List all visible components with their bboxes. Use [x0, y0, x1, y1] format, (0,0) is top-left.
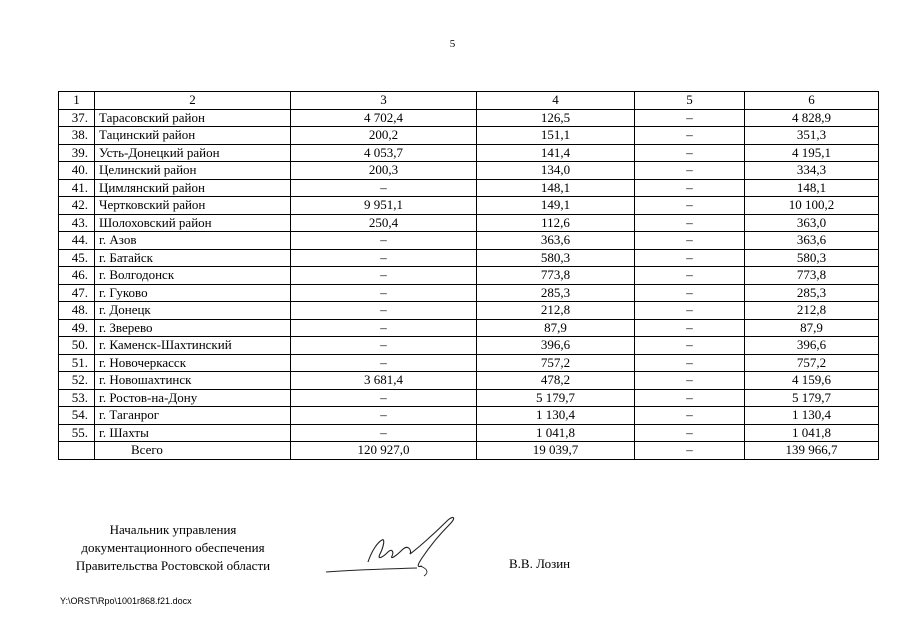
value-cell-col4: 149,1 — [477, 197, 635, 215]
file-path: Y:\ORST\Rpo\1001r868.f21.docx — [60, 596, 192, 606]
table-row — [59, 372, 879, 390]
district-name-cell: Тарасовский район — [95, 109, 291, 127]
row-number-cell: 47. — [59, 284, 95, 302]
table-row — [59, 109, 879, 127]
district-name-cell: Шолоховский район — [95, 214, 291, 232]
value-cell-col3: 4 702,4 — [291, 109, 477, 127]
value-cell-col4: 285,3 — [477, 284, 635, 302]
value-cell-col6: 773,8 — [745, 267, 879, 285]
table-row — [59, 284, 879, 302]
value-cell-col6: 363,6 — [745, 232, 879, 250]
value-cell-col4: 148,1 — [477, 179, 635, 197]
value-cell-col4: 757,2 — [477, 354, 635, 372]
district-name-cell: г. Таганрог — [95, 407, 291, 425]
value-cell-col5: – — [635, 267, 745, 285]
district-name-cell: г. Гуково — [95, 284, 291, 302]
value-cell-col6: 363,0 — [745, 214, 879, 232]
header-cell: 4 — [477, 92, 635, 110]
row-number-cell — [59, 442, 95, 460]
signer-title-line: документационного обеспечения — [81, 540, 265, 555]
table-row — [59, 232, 879, 250]
value-cell-col6: 4 828,9 — [745, 109, 879, 127]
district-name-cell: г. Батайск — [95, 249, 291, 267]
table-row — [59, 319, 879, 337]
value-cell-col5: – — [635, 372, 745, 390]
value-cell-col5: – — [635, 249, 745, 267]
table-row — [59, 249, 879, 267]
table-row — [59, 302, 879, 320]
row-number-cell: 54. — [59, 407, 95, 425]
header-cell: 3 — [291, 92, 477, 110]
value-cell-col3: 4 053,7 — [291, 144, 477, 162]
table-row — [59, 389, 879, 407]
row-number-cell: 49. — [59, 319, 95, 337]
value-cell-col3: – — [291, 389, 477, 407]
table-row — [59, 214, 879, 232]
value-cell-col4: 151,1 — [477, 127, 635, 145]
table-row — [59, 144, 879, 162]
row-number-cell: 44. — [59, 232, 95, 250]
value-cell-col4: 363,6 — [477, 232, 635, 250]
table-row — [59, 197, 879, 215]
value-cell-col5: – — [635, 162, 745, 180]
district-name-cell: г. Новошахтинск — [95, 372, 291, 390]
district-name-cell: г. Шахты — [95, 424, 291, 442]
value-cell-col4: 112,6 — [477, 214, 635, 232]
value-cell-col6: 10 100,2 — [745, 197, 879, 215]
value-cell-col5: – — [635, 389, 745, 407]
row-number-cell: 45. — [59, 249, 95, 267]
value-cell-col6: 4 195,1 — [745, 144, 879, 162]
district-name-cell: Усть-Донецкий район — [95, 144, 291, 162]
handwritten-signature — [322, 512, 472, 582]
value-cell-col4: 1 130,4 — [477, 407, 635, 425]
value-cell-col4: 1 041,8 — [477, 424, 635, 442]
row-number-cell: 38. — [59, 127, 95, 145]
table-header-row — [59, 92, 879, 110]
district-name-cell: г. Ростов-на-Дону — [95, 389, 291, 407]
value-cell-col3: – — [291, 424, 477, 442]
value-cell-col3: – — [291, 354, 477, 372]
table-row — [59, 127, 879, 145]
value-cell-col3: 9 951,1 — [291, 197, 477, 215]
value-cell-col5: – — [635, 284, 745, 302]
district-name-cell: Чертковский район — [95, 197, 291, 215]
district-name-cell: Тацинский район — [95, 127, 291, 145]
value-cell-col5: – — [635, 179, 745, 197]
value-cell-col6: 139 966,7 — [745, 442, 879, 460]
district-name-cell: г. Волгодонск — [95, 267, 291, 285]
table-row — [59, 162, 879, 180]
value-cell-col6: 580,3 — [745, 249, 879, 267]
value-cell-col3: 3 681,4 — [291, 372, 477, 390]
value-cell-col4: 87,9 — [477, 319, 635, 337]
value-cell-col5: – — [635, 407, 745, 425]
value-cell-col5: – — [635, 214, 745, 232]
value-cell-col3: – — [291, 407, 477, 425]
value-cell-col3: – — [291, 232, 477, 250]
value-cell-col3: – — [291, 337, 477, 355]
row-number-cell: 39. — [59, 144, 95, 162]
page-number: 5 — [449, 38, 456, 50]
table-total-row — [59, 442, 879, 460]
value-cell-col5: – — [635, 337, 745, 355]
header-cell: 5 — [635, 92, 745, 110]
value-cell-col5: – — [635, 354, 745, 372]
district-name-cell: г. Зверево — [95, 319, 291, 337]
row-number-cell: 42. — [59, 197, 95, 215]
value-cell-col5: – — [635, 109, 745, 127]
value-cell-col6: 334,3 — [745, 162, 879, 180]
data-table — [58, 91, 879, 460]
value-cell-col5: – — [635, 144, 745, 162]
value-cell-col4: 478,2 — [477, 372, 635, 390]
value-cell-col6: 4 159,6 — [745, 372, 879, 390]
value-cell-col3: – — [291, 267, 477, 285]
row-number-cell: 40. — [59, 162, 95, 180]
district-name-cell: Цимлянский район — [95, 179, 291, 197]
value-cell-col6: 148,1 — [745, 179, 879, 197]
signer-name: В.В. Лозин — [509, 556, 571, 571]
district-name-cell: Целинский район — [95, 162, 291, 180]
row-number-cell: 51. — [59, 354, 95, 372]
row-number-cell: 46. — [59, 267, 95, 285]
value-cell-col6: 1 041,8 — [745, 424, 879, 442]
value-cell-col5: – — [635, 442, 745, 460]
table-row — [59, 424, 879, 442]
value-cell-col6: 87,9 — [745, 319, 879, 337]
value-cell-col5: – — [635, 319, 745, 337]
value-cell-col6: 351,3 — [745, 127, 879, 145]
header-cell: 1 — [59, 92, 95, 110]
value-cell-col5: – — [635, 127, 745, 145]
value-cell-col5: – — [635, 424, 745, 442]
value-cell-col6: 212,8 — [745, 302, 879, 320]
table-row — [59, 407, 879, 425]
value-cell-col3: – — [291, 249, 477, 267]
row-number-cell: 53. — [59, 389, 95, 407]
row-number-cell: 52. — [59, 372, 95, 390]
value-cell-col3: – — [291, 302, 477, 320]
row-number-cell: 48. — [59, 302, 95, 320]
value-cell-col4: 212,8 — [477, 302, 635, 320]
value-cell-col6: 5 179,7 — [745, 389, 879, 407]
value-cell-col5: – — [635, 302, 745, 320]
table-row — [59, 337, 879, 355]
header-cell: 6 — [745, 92, 879, 110]
value-cell-col3: 200,3 — [291, 162, 477, 180]
district-name-cell: г. Донецк — [95, 302, 291, 320]
value-cell-col4: 773,8 — [477, 267, 635, 285]
table-row — [59, 354, 879, 372]
district-name-cell: г. Азов — [95, 232, 291, 250]
row-number-cell: 50. — [59, 337, 95, 355]
value-cell-col4: 126,5 — [477, 109, 635, 127]
table-row — [59, 179, 879, 197]
value-cell-col3: – — [291, 284, 477, 302]
value-cell-col3: 200,2 — [291, 127, 477, 145]
value-cell-col6: 1 130,4 — [745, 407, 879, 425]
value-cell-col3: 250,4 — [291, 214, 477, 232]
value-cell-col4: 19 039,7 — [477, 442, 635, 460]
value-cell-col3: – — [291, 179, 477, 197]
value-cell-col4: 396,6 — [477, 337, 635, 355]
value-cell-col3: – — [291, 319, 477, 337]
row-number-cell: 55. — [59, 424, 95, 442]
value-cell-col3: 120 927,0 — [291, 442, 477, 460]
district-name-cell: Всего — [95, 442, 291, 460]
row-number-cell: 43. — [59, 214, 95, 232]
value-cell-col4: 134,0 — [477, 162, 635, 180]
value-cell-col6: 285,3 — [745, 284, 879, 302]
table-body — [59, 92, 879, 460]
value-cell-col6: 396,6 — [745, 337, 879, 355]
signer-title-line: Начальник управления — [109, 522, 237, 537]
value-cell-col5: – — [635, 232, 745, 250]
value-cell-col4: 5 179,7 — [477, 389, 635, 407]
district-name-cell: г. Каменск-Шахтинский — [95, 337, 291, 355]
row-number-cell: 41. — [59, 179, 95, 197]
value-cell-col6: 757,2 — [745, 354, 879, 372]
signature-block — [60, 521, 286, 575]
value-cell-col4: 141,4 — [477, 144, 635, 162]
value-cell-col5: – — [635, 197, 745, 215]
table-row — [59, 267, 879, 285]
district-name-cell: г. Новочеркасск — [95, 354, 291, 372]
value-cell-col4: 580,3 — [477, 249, 635, 267]
header-cell: 2 — [95, 92, 291, 110]
row-number-cell: 37. — [59, 109, 95, 127]
signer-title-line: Правительства Ростовской области — [75, 558, 271, 573]
